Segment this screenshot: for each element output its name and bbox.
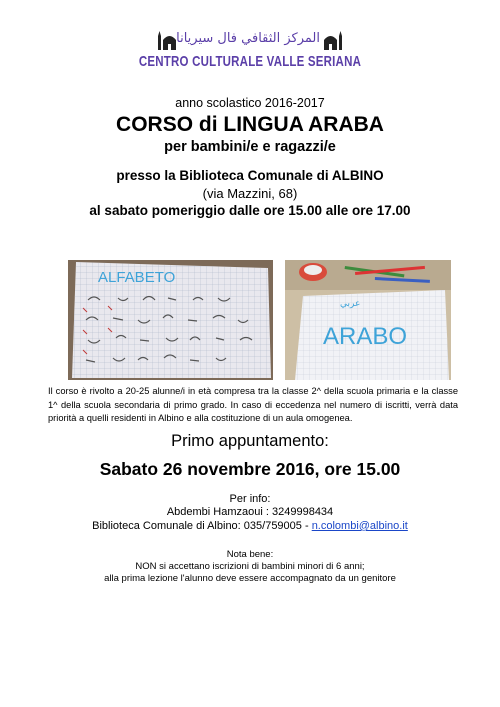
photo-notebook-alphabet: [68, 260, 273, 380]
appointment-date: Sabato 26 novembre 2016, ore 15.00: [99, 459, 401, 479]
note-line-1: NON si accettano iscrizioni di bambini minori di 6 anni;: [135, 561, 365, 572]
mosque-icon: [158, 30, 176, 50]
note-label: Nota bene:: [226, 549, 274, 560]
contact-line: Abdembi Hamzaoui : 3249998434: [166, 506, 334, 518]
arabic-center-name: المركز الثقافي فال سيريانا: [176, 31, 320, 46]
location-line: presso la Biblioteca Comunale di ALBINO: [116, 168, 384, 183]
schedule-line: al sabato pomeriggio dalle ore 15.00 alle ore 17.00: [89, 203, 411, 218]
svg-text:عربي: عربي: [340, 299, 361, 309]
photo-right-text: ARABO: [323, 323, 408, 350]
course-title: CORSO di LINGUA ARABA: [116, 113, 384, 136]
center-name: CENTRO CULTURALE VALLE SERIANA: [138, 54, 362, 70]
info-label: Per info:: [229, 493, 271, 505]
header-logo: [150, 30, 350, 52]
email-link[interactable]: n.colombi@albino.it: [311, 520, 408, 532]
photo-notebook-arabo: [285, 260, 451, 380]
course-description: Il corso è rivolto a 20-25 alunne/i in età compresa tra la classe 2^ della scuola primaria e la classe 1^ della scuola secondaria di primo grado. In caso di eccedenza nel numero di iscritti, verrà data priorità a quelli residenti in Albino e alla costituzione di un aula omogenea.: [48, 386, 458, 423]
appointment-label: Primo appuntamento:: [171, 432, 329, 450]
library-phone: Biblioteca Comunale di Albino: 035/759005 -: [92, 520, 312, 532]
note-line-2: alla prima lezione l'alunno deve essere accompagnato da un genitore: [104, 573, 396, 584]
photo-left-text: ALFABETO: [98, 269, 176, 286]
school-year: anno scolastico 2016-2017: [175, 96, 325, 110]
library-line: [0, 520, 500, 532]
mosque-icon: [324, 30, 342, 50]
course-subtitle: per bambini/e e ragazzi/e: [164, 139, 336, 155]
address-line: (via Mazzini, 68): [202, 186, 298, 201]
